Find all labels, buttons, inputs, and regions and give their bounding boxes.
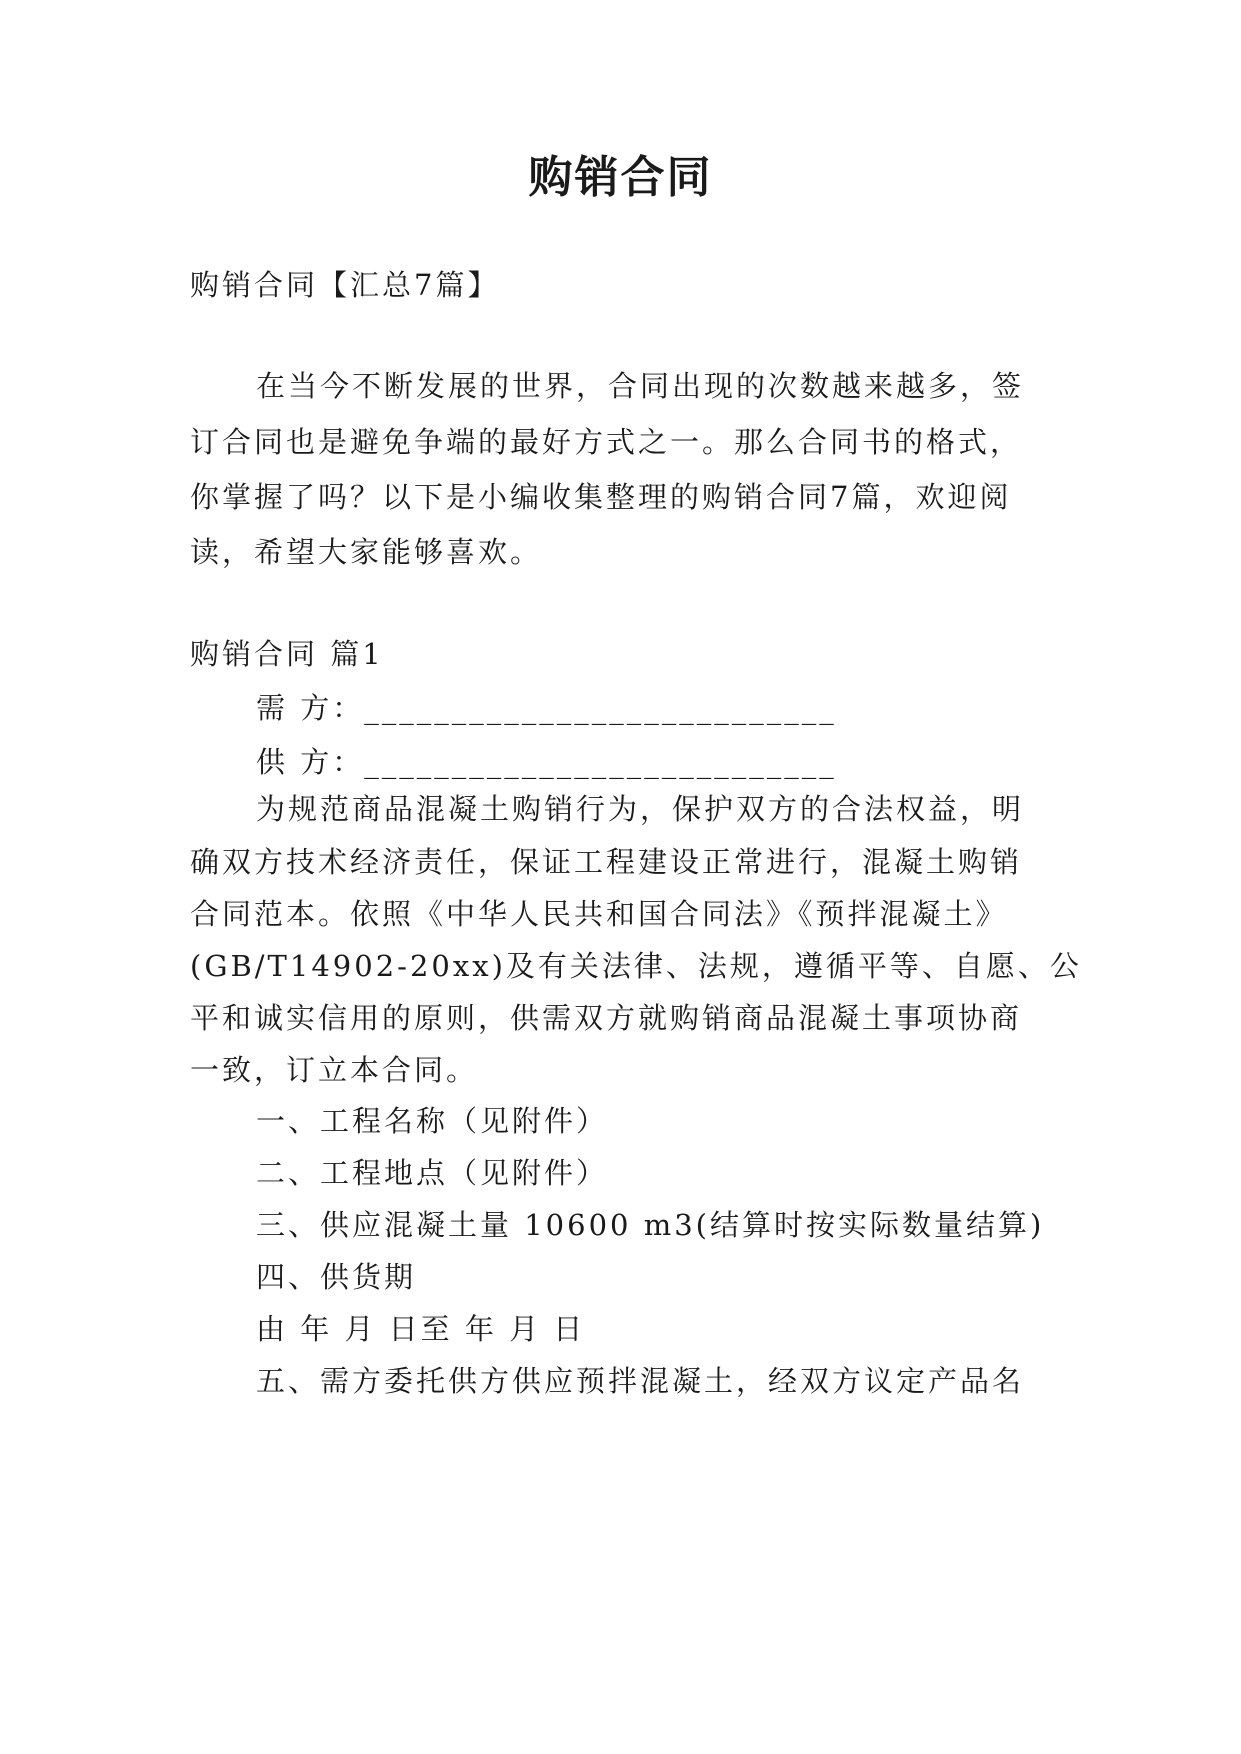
clause-line: 五、需方委托供方供应预拌混凝土，经双方议定产品名 — [256, 1364, 1025, 1398]
document-title: 购销合同 — [528, 152, 713, 203]
section-heading: 购销合同 篇1 — [190, 637, 384, 671]
intro-line: 读，希望大家能够喜欢。 — [190, 535, 543, 569]
intro-line: 订合同也是避免争端的最好方式之一。那么合同书的格式， — [190, 425, 1023, 459]
intro-line: 你掌握了吗？以下是小编收集整理的购销合同7篇，欢迎阅 — [190, 480, 1012, 514]
intro-line: 在当今不断发展的世界，合同出现的次数越来越多，签 — [256, 369, 1025, 403]
body-line: 合同范本。依照《中华人民共和国合同法》《预拌混凝土》 — [190, 897, 1008, 931]
document-subtitle: 购销合同【汇总7篇】 — [190, 268, 500, 302]
clause-line: 一、工程名称（见附件） — [256, 1104, 609, 1138]
clause-line: 由 年 月 日至 年 月 日 — [256, 1312, 586, 1346]
clause-line: 三、供应混凝土量 10600 m3(结算时按实际数量结算) — [256, 1208, 1045, 1242]
body-line: (GB/T14902-20xx)及有关法律、法规，遵循平等、自愿、公 — [190, 949, 1082, 983]
body-line: 为规范商品混凝土购销行为，保护双方的合法权益，明 — [256, 792, 1025, 826]
clause-line: 二、工程地点（见附件） — [256, 1156, 609, 1190]
buyer-line: 需 方：___________________________ — [256, 691, 837, 725]
body-line: 确双方技术经济责任，保证工程建设正常进行，混凝土购销 — [190, 845, 1023, 879]
body-line: 一致，订立本合同。 — [190, 1053, 479, 1087]
body-line: 平和诚实信用的原则，供需双方就购销商品混凝土事项协商 — [190, 1001, 1023, 1035]
clause-line: 四、供货期 — [256, 1260, 417, 1294]
seller-line: 供 方：___________________________ — [256, 745, 837, 779]
